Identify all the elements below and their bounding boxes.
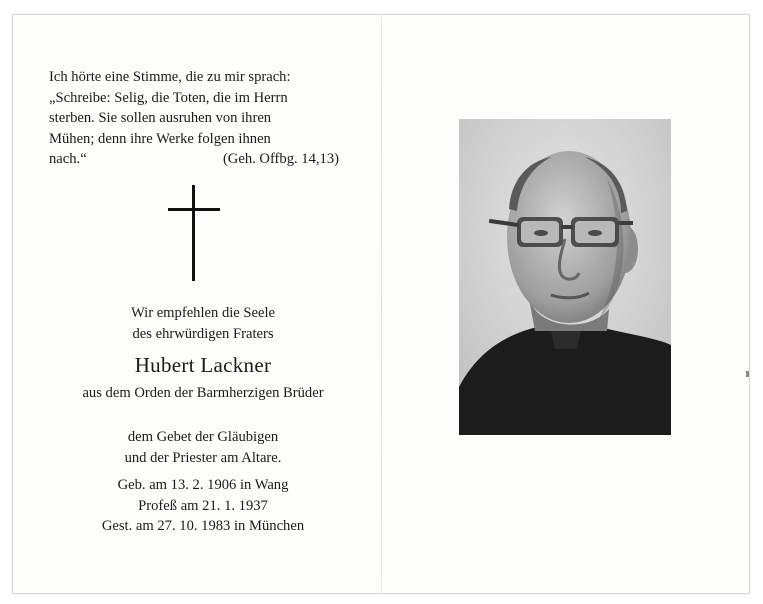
portrait-illustration [459,119,671,435]
intro-text [33,303,373,345]
cross-icon [168,185,220,281]
life-dates [33,475,373,537]
deceased-name: Hubert Lackner [134,353,272,377]
intro-line: des ehrwürdigen Fraters [132,326,274,342]
bible-verse [49,67,339,170]
text-panel [13,15,381,593]
death-date: Gest. am 27. 10. 1983 in München [101,518,305,534]
profession-date: Profeß am 21. 1. 1937 [138,497,268,514]
card-fold [381,15,382,593]
verse-line: „Schreibe: Selig, die Toten, die im Herrn [49,89,288,106]
verse-citation: (Geh. Offbg. 14,13) [222,151,339,168]
verse-line: Ich hörte eine Stimme, die zu mir sprach: [49,69,291,85]
prayer-line: dem Gebet der Gläubigen [127,429,279,445]
religious-order: aus dem Orden der Barmherzigen Brüder [82,385,324,401]
verse-end: nach.“ [49,151,87,168]
verse-line: sterben. Sie sollen ausruhen von ihren [49,110,272,127]
verse-last-line [49,149,339,170]
intro-line: Wir empfehlen die Seele [130,305,276,321]
prayer-text [33,427,373,469]
prayer-line: und der Priester am Altare. [124,450,282,466]
memorial-card [12,14,750,594]
portrait-photo [459,119,671,435]
birth-date: Geb. am 13. 2. 1906 in Wang [117,477,289,493]
paper-speck [746,371,749,377]
verse-line: Mühen; denn ihre Werke folgen ihnen [49,130,271,147]
